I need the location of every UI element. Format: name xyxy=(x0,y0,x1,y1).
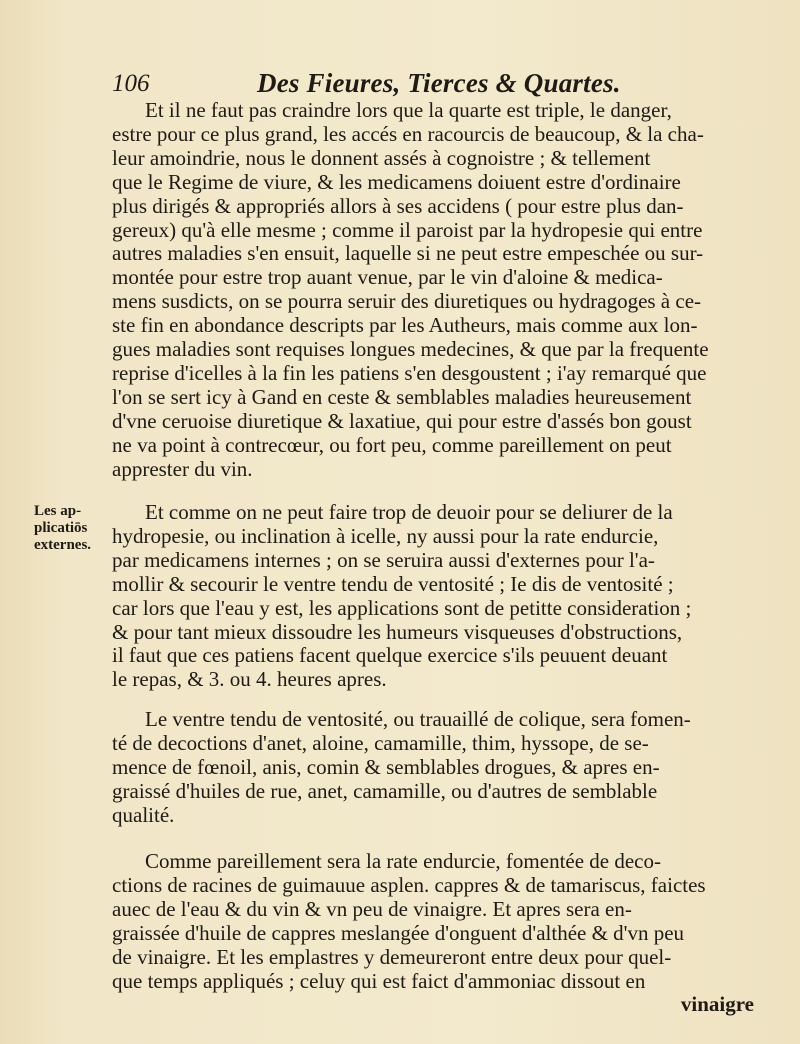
text-line: auec de l'eau & du vin & vn peu de vinaigre. Et apres sera en- xyxy=(112,896,632,921)
text-line: de vinaigre. Et les emplastres y demeureront entre deux pour quel- xyxy=(112,944,672,969)
text-line: qualité. xyxy=(112,802,175,827)
text-line: Et comme on ne peut faire trop de deuoir pour se deliurer de la xyxy=(145,500,673,524)
text-line: il faut que ces patiens facent quelque exercice s'ils peuuent deuant xyxy=(112,643,668,668)
paragraph-2 xyxy=(112,501,754,692)
text-line: autres maladies s'en ensuit, laquelle si ne peut estre empeschée ou sur- xyxy=(112,241,704,266)
text-line: estre pour ce plus grand, les accés en racourcis de beaucoup, & la cha- xyxy=(112,121,704,146)
page-header xyxy=(112,66,672,100)
margin-note-line: Les ap- xyxy=(34,503,82,519)
text-line: l'on se sert icy à Gand en ceste & semblables maladies heureusement xyxy=(112,384,692,409)
text-line: plus dirigés & appropriés allors à ses accidens ( pour estre plus dan- xyxy=(112,193,684,218)
text-line: mens susdicts, on se pourra seruir des diuretiques ou hydragoges à ce- xyxy=(112,289,702,314)
text-line: que le Regime de viure, & les medicamens doiuent estre d'ordinaire xyxy=(112,169,681,194)
text-line: mence de fœnoil, anis, comin & semblables drogues, & apres en- xyxy=(112,754,660,779)
text-line: d'vne ceruoise diuretique & laxatiue, qui pour estre d'assés bon goust xyxy=(112,408,692,433)
margin-note-line: externes. xyxy=(34,537,92,553)
text-line: gereux) qu'à elle mesme ; comme il paroist par la hydropesie qui entre xyxy=(112,217,703,242)
margin-note xyxy=(34,503,114,554)
paragraph-1 xyxy=(112,99,754,482)
text-line: hydropesie, ou inclination à icelle, ny aussi pour la rate endurcie, xyxy=(112,523,659,548)
text-line: par medicamens internes ; on se seruira aussi d'externes pour l'a- xyxy=(112,547,655,572)
text-line: ne va point à contrecœur, ou fort peu, comme pareillement on peut xyxy=(112,432,672,457)
paragraph-3 xyxy=(112,708,754,828)
text-line: gues maladies sont requises longues medecines, & que par la frequente xyxy=(112,337,709,362)
text-line: que temps appliqués ; celuy qui est faict d'ammoniac dissout en xyxy=(112,968,646,993)
text-line: mollir & secourir le ventre tendu de ventosité ; Ie dis de ventosité ; xyxy=(112,571,674,596)
margin-note-line: plicatiōs xyxy=(34,520,88,536)
text-line: leur amoindrie, nous le donnent assés à cognoistre ; & tellement xyxy=(112,145,651,170)
catchword: vinaigre xyxy=(680,992,754,1017)
text-line: graissée d'huile de cappres meslangée d'onguent d'althée & d'vn peu xyxy=(112,920,685,945)
text-line: Et il ne faut pas craindre lors que la quarte est triple, le danger, xyxy=(145,98,672,122)
text-line: té de decoctions d'anet, aloine, camamille, thim, hyssope, de se- xyxy=(112,730,649,755)
text-line: ctions de racines de guimauue asplen. cappres & de tamariscus, faictes xyxy=(112,872,706,897)
text-line: Le ventre tendu de ventosité, ou trauaillé de colique, sera fomen- xyxy=(145,707,691,731)
page-number: 106 xyxy=(112,70,150,97)
text-line: ste fin en abondance descripts par les Autheurs, mais comme aux lon- xyxy=(112,313,698,338)
text-line: reprise d'icelles à la fin les patiens s'en desgoustent ; i'ay remarqué que xyxy=(112,360,707,385)
text-line: le repas, & 3. ou 4. heures apres. xyxy=(112,667,387,692)
text-line: Comme pareillement sera la rate endurcie, fomentée de deco- xyxy=(145,849,661,873)
text-line: montée pour estre trop auant venue, par le vin d'aloine & medica- xyxy=(112,265,663,290)
paragraph-4 xyxy=(112,850,754,1017)
text-line: car lors que l'eau y est, les applications sont de petitte consideration ; xyxy=(112,595,692,620)
text-line: graissé d'huiles de rue, anet, camamille, ou d'autres de semblable xyxy=(112,778,658,803)
text-line: & pour tant mieux dissoudre les humeurs visqueuses d'obstructions, xyxy=(112,619,683,644)
running-title: Des Fieures, Tierces & Quartes. xyxy=(257,68,621,98)
text-line: apprester du vin. xyxy=(112,456,253,481)
